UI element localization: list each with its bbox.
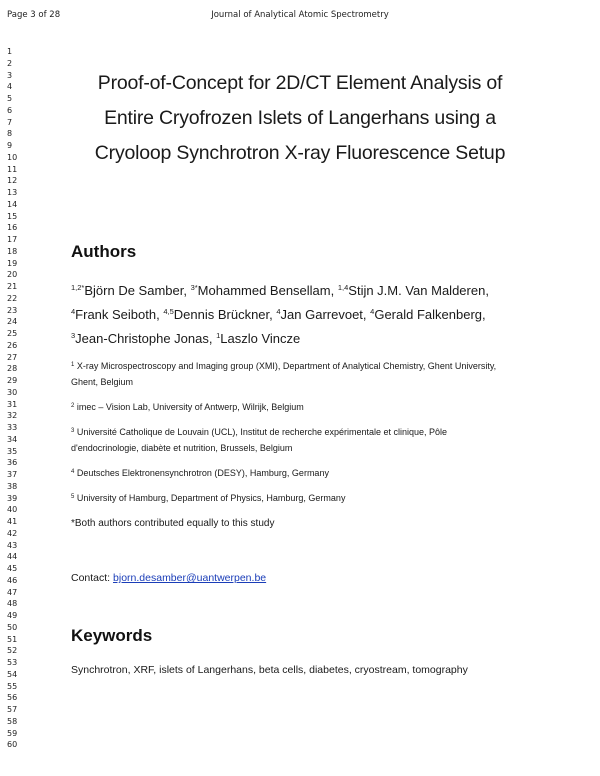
line-number: 55 <box>7 681 18 691</box>
title-line-3: Cryoloop Synchrotron X-ray Fluorescence Setup <box>94 142 506 164</box>
line-number: 12 <box>7 176 18 186</box>
line-number: 30 <box>7 387 18 397</box>
line-number: 11 <box>7 164 18 174</box>
line-number: 5 <box>7 94 13 103</box>
keywords-heading: Keywords <box>71 626 153 645</box>
line-number: 38 <box>7 481 18 491</box>
author-affil-sup: 1 <box>216 331 221 340</box>
line-number: 32 <box>7 411 18 421</box>
line-number: 39 <box>7 493 18 503</box>
line-number: 35 <box>7 446 18 456</box>
affiliation-4 <box>71 465 501 481</box>
line-number: 48 <box>7 599 18 609</box>
author-affil-sup: 3 <box>71 331 76 340</box>
line-number: 53 <box>7 658 18 667</box>
line-number: 58 <box>7 716 18 726</box>
author-affil-sup: 1,2* <box>71 283 85 292</box>
author-affil-sup: 4 <box>370 307 375 316</box>
author-line-2 <box>71 303 531 327</box>
line-number: 4 <box>7 82 13 92</box>
affiliation-sup: 1 <box>71 362 75 368</box>
line-numbers <box>7 46 17 751</box>
line-number: 54 <box>7 669 18 679</box>
author-name: Jan Garrevoet, <box>280 307 371 322</box>
line-number: 24 <box>7 317 18 327</box>
affiliation-text: University of Hamburg, Department of Physics, Hamburg, Germany <box>74 493 346 503</box>
author-affil-sup: 3* <box>190 283 198 292</box>
line-number: 51 <box>7 634 18 644</box>
affiliation-5 <box>71 490 501 506</box>
line-number: 15 <box>7 211 18 221</box>
line-number: 10 <box>7 152 18 162</box>
line-number: 18 <box>7 246 18 256</box>
author-affil-sup: 4 <box>276 307 281 316</box>
line-number: 34 <box>7 434 18 444</box>
affiliation-1 <box>71 358 501 390</box>
line-number: 57 <box>7 705 18 714</box>
line-number: 19 <box>7 258 18 268</box>
line-number: 28 <box>7 364 18 374</box>
line-number: 46 <box>7 575 18 585</box>
author-name: Frank Seiboth, <box>75 307 164 322</box>
paper-title <box>60 66 540 171</box>
line-number: 33 <box>7 423 18 432</box>
line-number: 29 <box>7 376 18 385</box>
author-name: Dennis Brückner, <box>173 307 277 322</box>
line-number: 49 <box>7 611 18 620</box>
affiliation-text: Université Catholique de Louvain (UCL), Institut de recherche expérimentale et clinique, Pôle d'endocrinologie, diabète et nutrition, Brussels, Belgium <box>71 427 448 453</box>
contact-email-link[interactable]: bjorn.desamber@uantwerpen.be <box>113 572 267 584</box>
line-number: 31 <box>7 399 18 409</box>
line-number: 14 <box>7 199 18 209</box>
author-line-3 <box>71 327 531 351</box>
line-number: 8 <box>7 129 13 139</box>
affiliation-sup: 3 <box>71 428 75 434</box>
line-number: 50 <box>7 622 18 632</box>
affiliation-2 <box>71 399 501 415</box>
equal-contribution-note: *Both authors contributed equally to this study <box>71 518 275 529</box>
line-number: 42 <box>7 528 18 538</box>
line-number: 27 <box>7 352 18 362</box>
author-name: Laszlo Vincze <box>220 331 301 346</box>
line-number: 20 <box>7 270 18 280</box>
title-line-2: Entire Cryofrozen Islets of Langerhans using a <box>104 107 496 129</box>
line-number: 2 <box>7 58 13 68</box>
line-number: 56 <box>7 693 18 703</box>
author-list <box>71 279 531 351</box>
line-number: 43 <box>7 540 18 550</box>
line-number: 60 <box>7 740 18 750</box>
line-number: 1 <box>7 47 13 56</box>
line-number: 37 <box>7 470 18 479</box>
author-affil-sup: 4 <box>71 307 76 316</box>
affiliation-sup: 2 <box>71 403 75 409</box>
affiliation-3 <box>71 424 501 456</box>
affiliation-sup: 4 <box>71 469 75 475</box>
author-name: Mohammed Bensellam, <box>197 283 338 298</box>
line-number: 7 <box>7 117 13 127</box>
line-number: 9 <box>7 141 13 150</box>
affiliation-text: imec – Vision Lab, University of Antwerp, Wilrijk, Belgium <box>74 402 304 412</box>
keywords-text: Synchrotron, XRF, islets of Langerhans, beta cells, diabetes, cryostream, tomography <box>71 664 468 676</box>
line-number: 6 <box>7 105 13 115</box>
affiliation-text: Deutsches Elektronensynchrotron (DESY), Hamburg, Germany <box>74 468 329 478</box>
author-name: Björn De Samber, <box>84 283 191 298</box>
author-affil-sup: 1,4 <box>337 283 349 292</box>
author-affil-sup: 4,5 <box>163 307 174 316</box>
affiliation-text: X-ray Microspectroscopy and Imaging group (XMI), Department of Analytical Chemistry, Ghent University, Ghent, Belgium <box>71 361 497 387</box>
author-name: Stijn J.M. Van Malderen, <box>348 283 489 298</box>
line-number: 17 <box>7 235 18 244</box>
line-number: 41 <box>7 517 18 526</box>
line-number: 16 <box>7 223 18 233</box>
line-number: 59 <box>7 728 18 738</box>
line-number: 22 <box>7 293 18 303</box>
line-number: 36 <box>7 458 18 468</box>
line-number: 26 <box>7 340 18 350</box>
line-number: 25 <box>7 329 18 338</box>
journal-name: Journal of Analytical Atomic Spectrometry <box>211 10 389 20</box>
line-number: 44 <box>7 552 18 562</box>
author-line-1 <box>71 279 531 303</box>
line-number: 3 <box>7 70 13 80</box>
affiliation-sup: 5 <box>71 494 75 500</box>
authors-heading: Authors <box>71 242 137 261</box>
line-number: 52 <box>7 646 18 656</box>
line-number: 47 <box>7 587 18 597</box>
contact-line <box>71 572 266 584</box>
line-number: 40 <box>7 505 18 515</box>
page-number: Page 3 of 28 <box>7 10 61 20</box>
line-number: 23 <box>7 305 18 315</box>
title-line-1: Proof-of-Concept for 2D/CT Element Analysis of <box>97 72 503 94</box>
line-number: 45 <box>7 564 18 573</box>
line-number: 21 <box>7 282 18 291</box>
author-name: Jean-Christophe Jonas, <box>75 331 217 346</box>
line-number: 13 <box>7 188 18 197</box>
contact-label: Contact: <box>71 572 114 584</box>
author-name: Gerald Falkenberg, <box>374 307 486 322</box>
